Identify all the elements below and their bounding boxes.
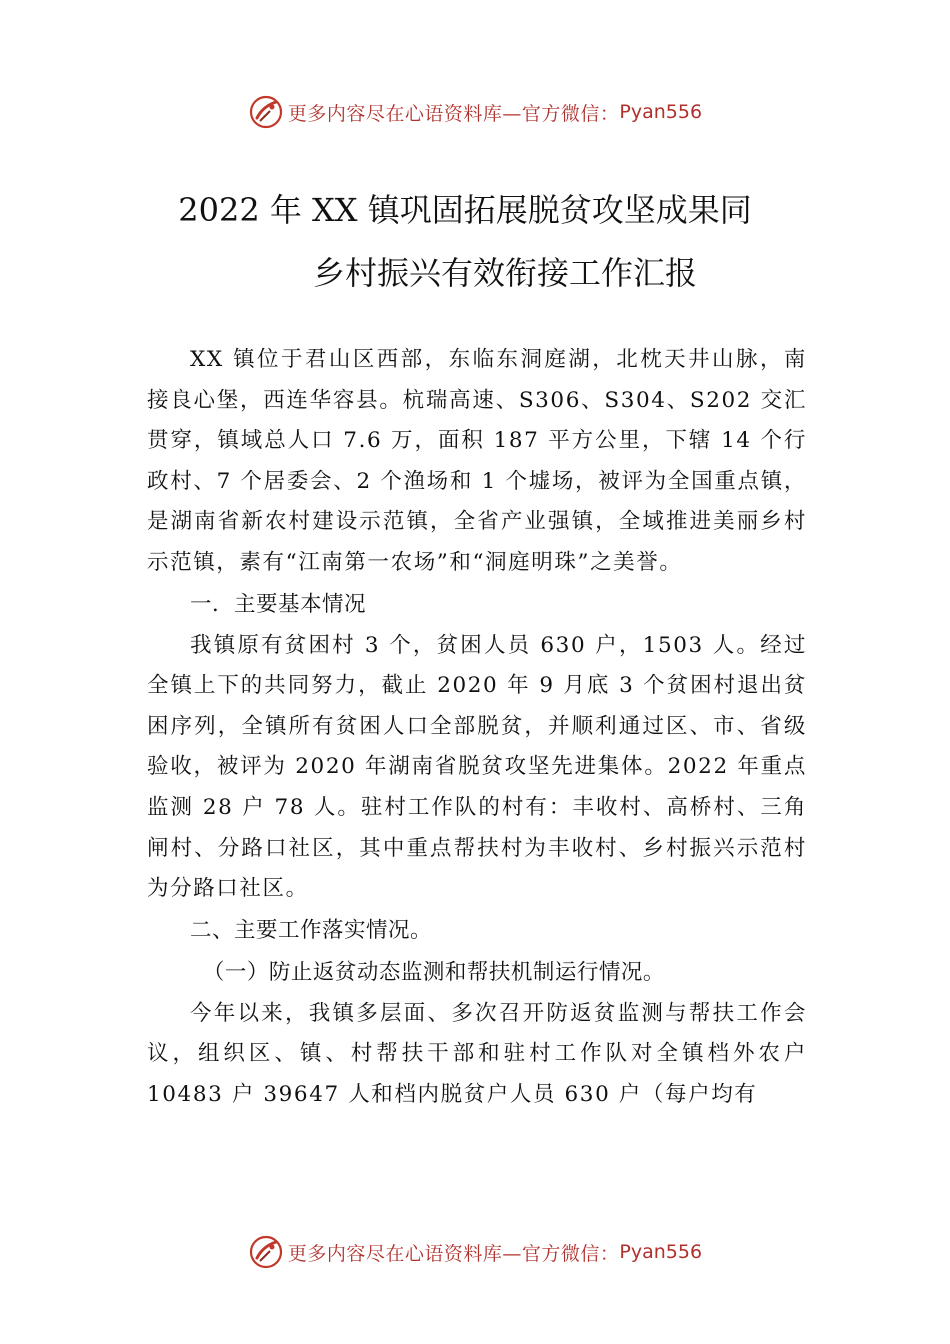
brush-logo-icon <box>248 94 284 130</box>
section2-heading: 二、主要工作落实情况。 <box>190 917 433 943</box>
section2-paragraph: 今年以来，我镇多层面、多次召开防返贫监测与帮扶工作会议，组织区、镇、村帮扶干部和驻村工作队对全镇档外农户 10483 户 39647 人和档内脱贫户人员 630 户（每户均有 <box>147 1000 807 1107</box>
section1-paragraph: 我镇原有贫困村 3 个，贫困人员 630 户，1503 人。经过全镇上下的共同努力，截止 2020 年 9 月底 3 个贫困村退出贫困序列，全镇所有贫困人口全部脱贫，并顺利通过区、市、省级验收，被评为 2020 年湖南省脱贫攻坚先进集体。2022 年重点监测 28 户 78 人。驻村工作队的村有：丰收村、高桥村、三角闸村、分路口社区，其中重点帮扶村为丰收村、乡村振兴示范村为分路口社区。 <box>147 632 807 902</box>
document-title-line1: 2022 年 XX 镇巩固拓展脱贫攻坚成果同 <box>178 191 752 229</box>
banner-text: 更多内容尽在心语资料库—官方微信： <box>287 1242 620 1265</box>
brush-logo-icon <box>248 1234 284 1270</box>
section1-heading: 一．主要基本情况 <box>190 591 367 617</box>
intro-paragraph: XX 镇位于君山区西部，东临东洞庭湖，北枕天井山脉，南接良心堡，西连华容县。杭瑞高速、S306、S304、S202 交汇贯穿，镇域总人口 7.6 万，面积 187 平方公里，下辖 14 个行政村、7 个居委会、2 个渔场和 1 个墟场，被评为全国重点镇，是湖南省新农村建设示范镇，全省产业强镇，全域推进美丽乡村示范镇，素有“江南第一农场”和“洞庭明珠”之美誉。 <box>147 347 807 575</box>
footer-banner <box>0 1232 950 1272</box>
header-banner <box>0 92 950 132</box>
banner-handle: Pyan556 <box>619 101 703 123</box>
document-body <box>147 340 807 1116</box>
banner-text: 更多内容尽在心语资料库—官方微信： <box>287 102 620 125</box>
section2-subheading: （一）防止返贫动态监测和帮扶机制运行情况。 <box>202 959 665 985</box>
banner-handle: Pyan556 <box>619 1241 703 1263</box>
document-title-line2: 乡村振兴有效衔接工作汇报 <box>312 254 697 292</box>
